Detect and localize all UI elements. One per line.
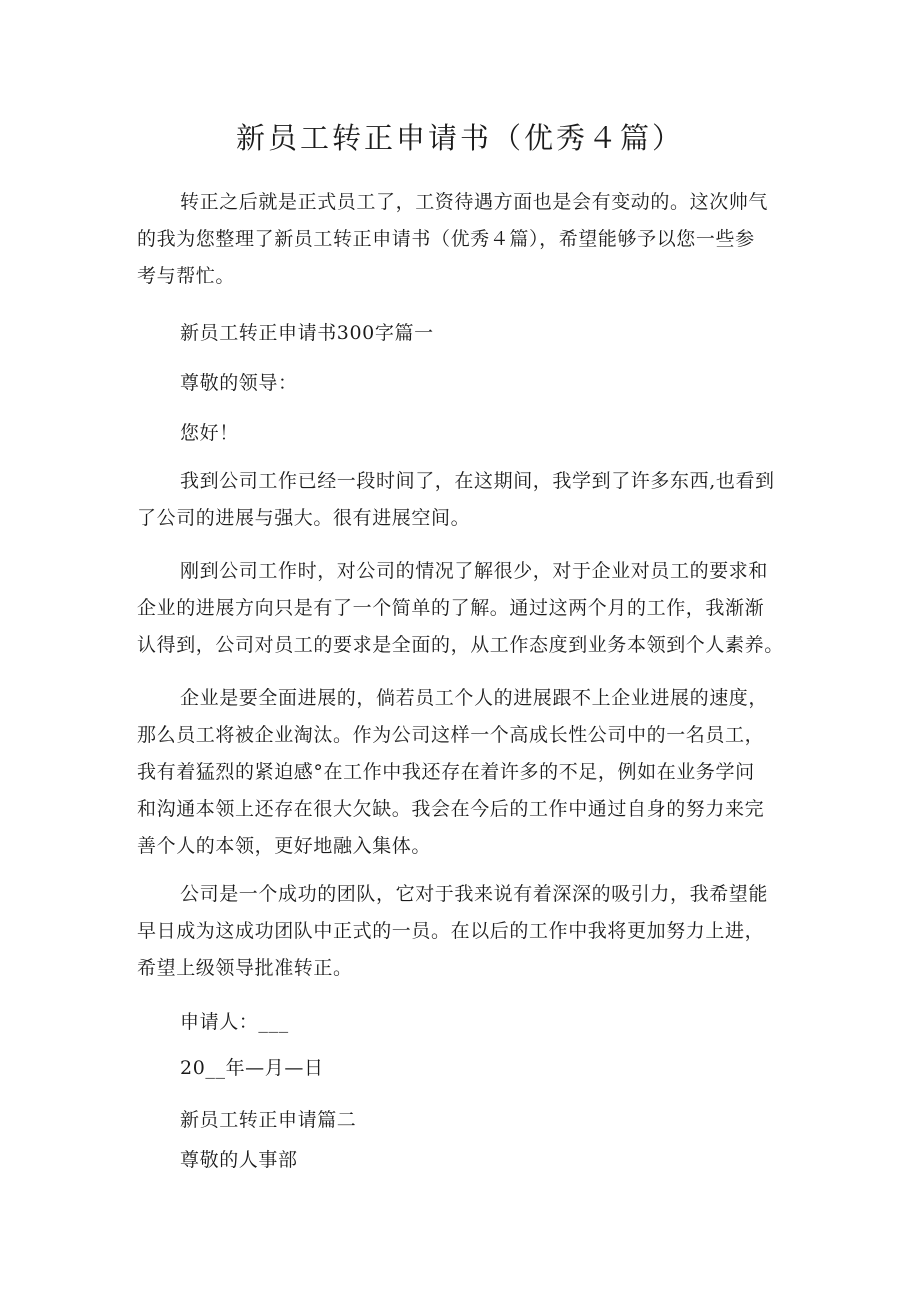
greeting: 您好！ <box>180 422 239 444</box>
document-title: 新员工转正申请书（优秀４篇） <box>235 121 684 155</box>
paragraph-line: 希望上级领导批准转正。 <box>137 957 353 979</box>
paragraph-line: 善个人的本领，更好地融入集体。 <box>137 835 432 857</box>
paragraph-line: 企业的进展方向只是有了一个简单的了解。通过这两个月的工作，我渐渐 <box>137 597 765 619</box>
paragraph-line: 和沟通本领上还存在很大欠缺。我会在今后的工作中通过自身的努力来完 <box>137 798 765 820</box>
date-line: 20__年—月—日 <box>180 1057 324 1079</box>
paragraph-line: 早日成为这成功团队中正式的一员。在以后的工作中我将更加努力上进， <box>137 920 765 942</box>
section2-salutation: 尊敬的人事部 <box>180 1149 298 1171</box>
paragraph-line: 我到公司工作已经一段时间了，在这期间，我学到了许多东西,也看到 <box>180 470 775 492</box>
section1-heading: 新员工转正申请书300字篇一 <box>180 322 434 344</box>
intro-line: 考与帮忙。 <box>137 265 236 287</box>
paragraph-line: 刚到公司工作时，对公司的情况了解很少，对于企业对员工的要求和 <box>180 560 769 582</box>
paragraph-line: 认得到，公司对员工的要求是全面的，从工作态度到业务本领到个人素养。 <box>137 634 784 656</box>
paragraph-line: 我有着猛烈的紧迫感°在工作中我还存在着许多的不足，例如在业务学问 <box>137 761 755 783</box>
intro-paragraph <box>137 184 801 295</box>
intro-line: 转正之后就是正式员工了，工资待遇方面也是会有变动的。这次帅气 <box>180 191 769 213</box>
applicant-line: 申请人：___ <box>180 1011 289 1033</box>
paragraph-line: 那么员工将被企业淘汰。作为公司这样一个高成长性公司中的一名员工， <box>137 724 765 746</box>
paragraph-1 <box>137 463 801 537</box>
paragraph-2 <box>137 553 801 664</box>
paragraph-4 <box>137 876 801 987</box>
paragraph-3 <box>137 680 801 865</box>
intro-line: 的我为您整理了新员工转正申请书（优秀４篇），希望能够予以您一些参 <box>137 228 755 250</box>
section2-heading: 新员工转正申请篇二 <box>180 1109 357 1131</box>
paragraph-line: 公司是一个成功的团队，它对于我来说有着深深的吸引力，我希望能 <box>180 883 769 905</box>
salutation: 尊敬的领导： <box>180 372 298 394</box>
paragraph-line: 企业是要全面进展的，倘若员工个人的进展跟不上企业进展的速度， <box>180 687 769 709</box>
paragraph-line: 了公司的进展与强大。很有进展空间。 <box>137 507 471 529</box>
